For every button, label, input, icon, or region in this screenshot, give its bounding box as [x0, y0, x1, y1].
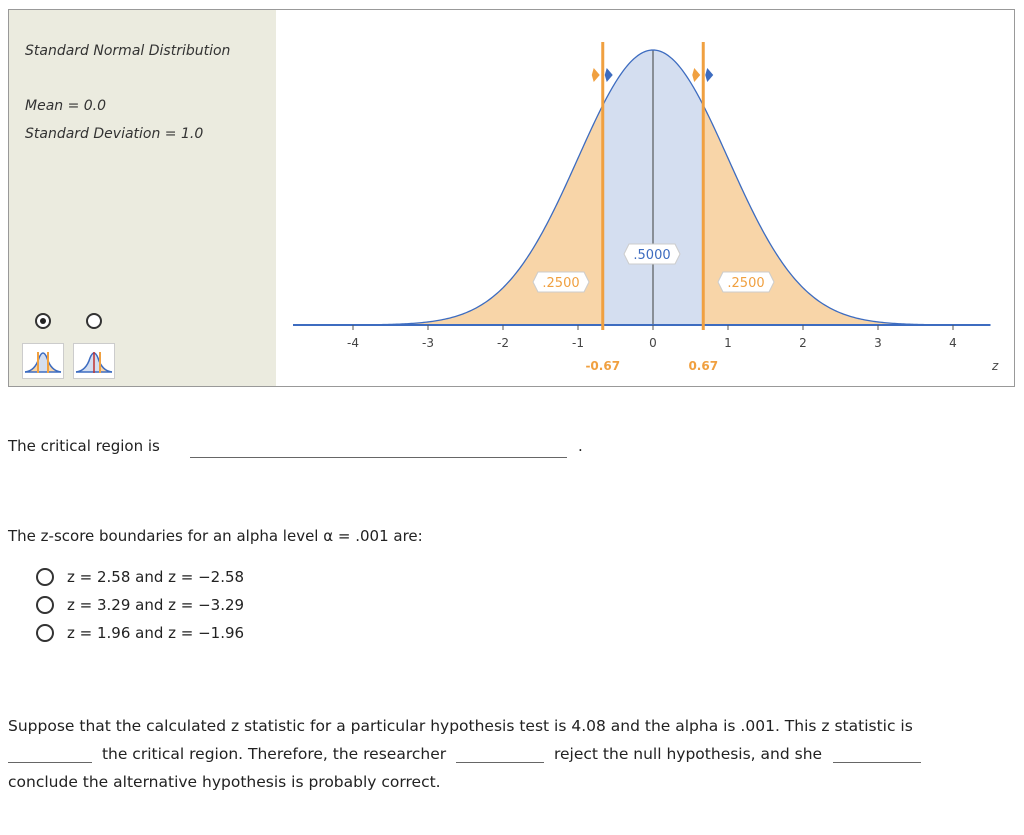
sd-label: Standard Deviation = 1.0	[25, 126, 204, 142]
critical-region-label: The critical region is	[8, 437, 160, 455]
option-1[interactable]	[36, 568, 244, 586]
within-dropdown[interactable]	[8, 746, 92, 763]
mean-label: Mean = 0.0	[25, 98, 107, 114]
x-tick-label--1: -1	[572, 336, 584, 350]
boundary-handle-left-1	[692, 68, 700, 82]
boundary-label-1: 0.67	[688, 359, 719, 373]
one-tail-distribution-icon[interactable]	[73, 343, 115, 379]
x-tick-label--2: -2	[497, 336, 509, 350]
z-statistic-paragraph	[8, 712, 1016, 796]
boundary-label-0: -0.67	[585, 359, 621, 373]
distribution-plot	[276, 10, 1014, 386]
boundary-handle-right-0	[605, 68, 613, 82]
x-tick-label-3: 3	[874, 336, 882, 350]
x-tick-label-2: 2	[799, 336, 807, 350]
option-2[interactable]	[36, 596, 244, 614]
critical-region-period: .	[578, 437, 583, 455]
conclude-dropdown[interactable]	[833, 746, 921, 763]
option-2-radio[interactable]	[36, 596, 54, 614]
distribution-tool	[8, 9, 1015, 387]
reject-dropdown[interactable]	[456, 746, 544, 763]
critical-region-dropdown[interactable]	[190, 457, 567, 458]
settings-panel	[9, 10, 276, 386]
region-label-1: .5000	[633, 248, 671, 263]
alpha-question: The z-score boundaries for an alpha level α = .001 are:	[8, 527, 423, 545]
option-3-label: z = 1.96 and z = −1.96	[67, 624, 245, 642]
boundary-handle-right-1	[705, 68, 713, 82]
option-3-radio[interactable]	[36, 624, 54, 642]
paragraph-part-2: the critical region. Therefore, the researcher	[101, 745, 447, 763]
x-tick-label--4: -4	[347, 336, 359, 350]
x-tick-label-0: 0	[649, 336, 657, 350]
option-1-radio[interactable]	[36, 568, 54, 586]
x-tick-label--3: -3	[422, 336, 434, 350]
distribution-title: Standard Normal Distribution	[25, 43, 231, 59]
option-2-label: z = 3.29 and z = −3.29	[67, 596, 245, 614]
region-label-2: .2500	[727, 276, 765, 291]
region-label-0: .2500	[542, 276, 580, 291]
paragraph-part-3: reject the null hypothesis, and she	[553, 745, 823, 763]
boundary-handle-left-0	[592, 68, 600, 82]
mode-radio-two-tail[interactable]	[35, 313, 51, 329]
option-3[interactable]	[36, 624, 244, 642]
paragraph-part-4: conclude the alternative hypothesis is probably correct.	[8, 773, 441, 791]
normal-curve-chart	[276, 10, 1014, 386]
x-tick-label-4: 4	[949, 336, 957, 350]
x-tick-label-1: 1	[724, 336, 732, 350]
two-tail-distribution-icon[interactable]	[22, 343, 64, 379]
paragraph-part-1: Suppose that the calculated z statistic for a particular hypothesis test is 4.08 and the alpha is .001. This z statistic is	[8, 717, 913, 735]
mode-radio-one-tail[interactable]	[86, 313, 102, 329]
x-axis-label: z	[992, 359, 999, 373]
option-1-label: z = 2.58 and z = −2.58	[67, 568, 245, 586]
